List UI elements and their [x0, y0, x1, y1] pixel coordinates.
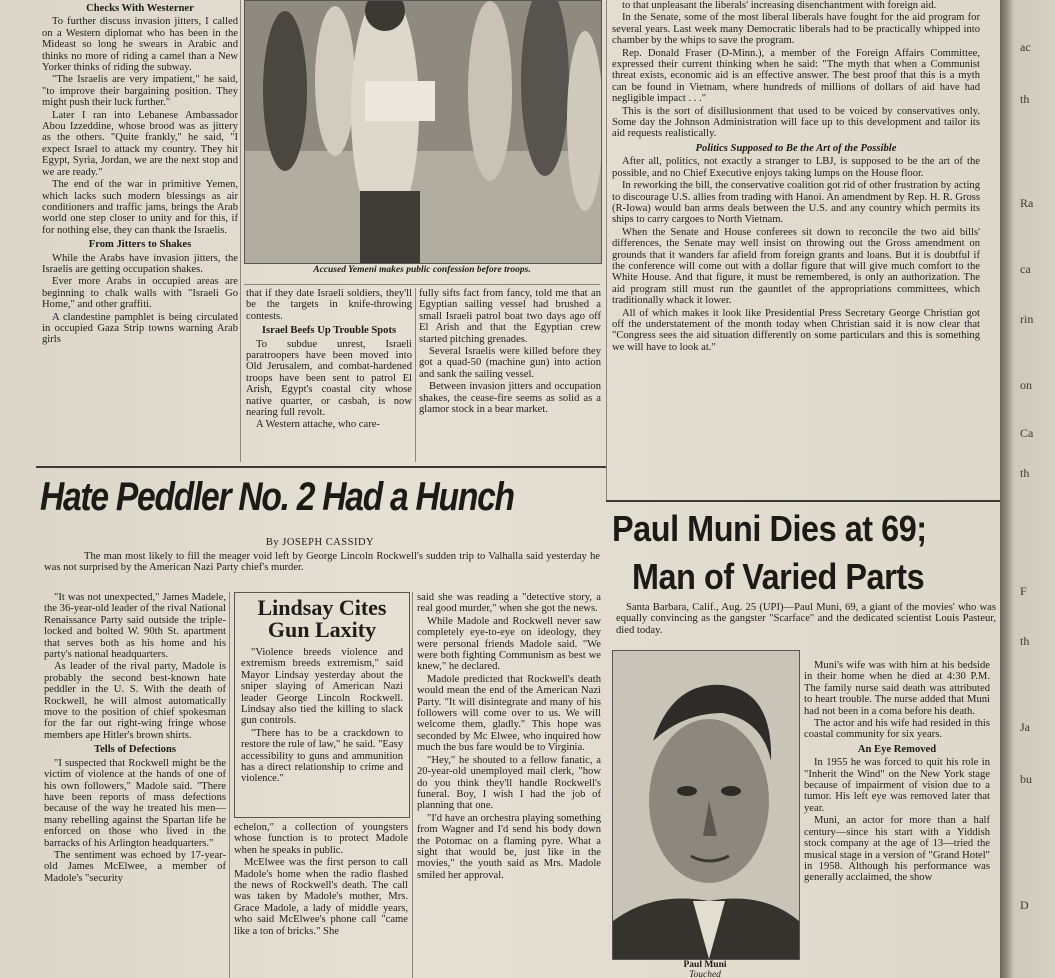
lindsay-body	[241, 647, 403, 807]
paragraph: Later I ran into Lebanese Ambassador Abou Izzeddine, whose brood was as jittery as the others. "Quite frankly," he said, "I expect Israel to attack my country. They hit Egypt, Syria, Jordan, we are the next stop and we are ready."	[42, 109, 238, 178]
hate-column-3	[417, 592, 601, 978]
paragraph: said she was reading a "detective story, a real good murder," when she got the news.	[417, 592, 601, 615]
photo-caption: Accused Yemeni makes public confession before troops.	[313, 265, 531, 275]
muni-body	[804, 660, 990, 978]
edge-fragment: th	[1020, 634, 1030, 648]
paragraph: To subdue unrest, Israeli paratroopers have been moved into Old Jerusalem, and combat-hardened troops have been sent to patrol El Arish, Egypt's coastal city whose native quarter, or casbah, is now nearing full revolt.	[246, 338, 412, 419]
paragraph: "Hey," he shouted to a fellow fanatic, a 20-year-old unemployed mail clerk, "how do you think they'll handle Rockwell's funeral. Boy, I wish I had the job of planning that one.	[417, 754, 601, 812]
paragraph: A clandestine pamphlet is being circulated in occupied Gaza Strip towns warning Arab girls	[42, 311, 238, 346]
subhead-eye: An Eye Removed	[857, 743, 937, 755]
edge-fragment: ac	[1020, 40, 1031, 54]
lindsay-box	[234, 592, 410, 818]
paragraph: In reworking the bill, the conservative coalition got rid of other frustration by acting to discourage U.S. allies from trading with Hanoi. An amendment by Rep. H. R. Gross (R-Iowa) would ban arms deals between the U.S. and any country which permits its ships to carry cargoes to North Vietnam.	[612, 180, 980, 226]
hate-lede	[44, 551, 600, 586]
paragraph: Muni, an actor for more than a half century—since his start with a Yiddish stock company at the age of 13—tried the musical stage in a version of "Grand Hotel" in 1958. Although his performance was generally acclaimed, the show	[804, 815, 990, 884]
paragraph: As leader of the rival party, Madole is probably the second best-known hate peddler in the U. S. With the death of Rockwell, he will almost automatically move to the position of chief spokesman for the far out right-wing fringe whose members ape Hitler's brown shirts.	[44, 661, 226, 741]
paragraph: While the Arabs have invasion jitters, the Israelis are getting occupation shakes.	[42, 252, 238, 275]
paragraph: echelon," a collection of youngsters whose function is to protect Madole when he speaks in public.	[234, 822, 408, 856]
portrait	[613, 651, 799, 959]
subhead-politics: Politics Supposed to Be the Art of the Possible	[695, 142, 897, 154]
edge-fragment: F	[1020, 584, 1027, 598]
column-attache	[419, 288, 601, 462]
edge-fragment: on	[1020, 378, 1032, 392]
paragraph: to that unpleasant the liberals' increasing disenchantment with foreign aid.	[622, 0, 937, 11]
paul-muni-photo	[612, 650, 800, 960]
edge-fragment: Ja	[1020, 720, 1030, 734]
hate-byline: By JOSEPH CASSIDY	[265, 537, 375, 548]
column-westerner	[42, 0, 238, 462]
lindsay-headline-1: Lindsay Cites	[257, 595, 387, 620]
paragraph: Madole predicted that Rockwell's death would mean the end of the American Nazi Party. "It will disintegrate and many of his followers will come over to us. We will welcome them, gladly." This hope was seconded by Mc Elwee, who inquired how much the bus fare would be to Virginia.	[417, 673, 601, 754]
column-rule	[415, 288, 416, 462]
column-rule	[240, 0, 241, 462]
muni-photo-caption: Paul Muni	[683, 960, 727, 970]
paragraph: "I'd have an orchestra playing something from Wagner and I'd send his body down the Potomac on a flaming pyre. What a sight that would be, just like in the movies," the youth said as Mrs. Madole smiled her approval.	[417, 812, 601, 881]
paragraph: All of which makes it look like Presidential Press Secretary George Christian got off the understatement of the month today when Christian said it is now clear that "Congress sees the aid situation differently on some particulars and this is something we will have to look at."	[612, 307, 980, 353]
paragraph: In the Senate, some of the most liberal liberals have fought for the aid program for several years. Last week many Democratic liberals had to be practically whipped into chamber by the whips to save the program.	[612, 12, 980, 47]
paragraph: After all, politics, not exactly a stranger to LBJ, is supposed to be the art of the possible, and no Chief Executive enjoys taking lumps on the House floor.	[612, 156, 980, 179]
paragraph: Ever more Arabs in occupied areas are beginning to chalk walls with "Israeli Go Home," and other graffiti.	[42, 276, 238, 311]
paragraph: "Violence breeds violence and extremism breeds extremism," said Mayor Lindsay yesterday about the sniper slaying of American Nazi leader George Lincoln Rockwell. Lindsay also tied the killing to slack gun controls.	[241, 647, 403, 727]
photo-figures	[245, 1, 601, 263]
column-rule	[606, 0, 607, 500]
edge-fragment: D	[1020, 898, 1029, 912]
paragraph: To further discuss invasion jitters, I called on a Western diplomat who has been in the Mideast so long he swears in Arabic and thinks no more of riding a camel than a New Yorker thinks of riding the subway.	[42, 16, 238, 74]
paragraph: In 1955 he was forced to quit his role in "Inherit the Wind" on the New York stage because of impairment of vision due to a tumor. His left eye was removed later that year.	[804, 757, 990, 814]
column-israel	[246, 288, 412, 462]
paragraph: The actor and his wife had resided in this coastal community for six years.	[804, 718, 990, 741]
edge-fragment: ca	[1020, 262, 1031, 276]
edge-fragment: Ra	[1020, 196, 1034, 210]
paragraph: McElwee was the first person to call Madole's home when the radio flashed the news of Rockwell's death. The call was taken by Madole's mother, Mrs. Grace Madole, a lady of middle years, who said McElwee's phone call "came like a ton of bricks." She	[234, 857, 408, 937]
subhead-westerner: Checks With Westerner	[86, 3, 194, 14]
lindsay-headline-2: Gun Laxity	[267, 617, 377, 642]
paragraph: Between invasion jitters and occupation shakes, the cease-fire seems as solid as a glamor stock in a bear market.	[419, 381, 601, 416]
hate-column-1	[44, 592, 226, 978]
paragraph: that if they date Israeli soldiers, they'll be the targets in knife-throwing contests.	[246, 288, 412, 322]
muni-photo-caption-2: Touched	[689, 970, 721, 978]
muni-headline-2: Man of Varied Parts	[632, 556, 925, 597]
yemeni-confession-photo	[244, 0, 602, 264]
caption-rule	[244, 284, 600, 285]
paragraph: "There has to be a crackdown to restore the rule of law," he said. "Easy accessibility to guns and ammunition has a direct relationship to crime and violence."	[241, 727, 403, 785]
paragraph: This is the sort of disillusionment that used to be voiced by conservatives only. Some day the Johnson Administration will face up to this development and tailor its aid requests realistically.	[612, 105, 980, 140]
column-rule	[229, 592, 230, 978]
column-foreign-aid	[612, 0, 980, 496]
subhead-defections: Tells of Defections	[94, 744, 176, 756]
edge-fragment: Ca	[1020, 426, 1034, 440]
paragraph: When the Senate and House conferees sit down to reconcile the two aid bills' differences, the Senate may well insist on throwing out the Gross amendment on grounds that it wanders far afield from foreign grants and loans. But it is doubtful if the conference will come out with a dollar figure that will give much comfort to the White House. And that figure, it must be remembered, is only an authorization. The aid program still must run the gauntlet of the appropriations committees, which traditionally whack it lower.	[612, 226, 980, 307]
column-rule	[412, 592, 413, 978]
hate-column-2	[234, 822, 408, 978]
subhead-israel: Israel Beefs Up Trouble Spots	[261, 325, 397, 337]
hate-peddler-headline: Hate Peddler No. 2 Had a Hunch	[40, 475, 514, 519]
paragraph: The sentiment was echoed by 17-year-old James McElwee, a member of Madole's "security	[44, 849, 226, 884]
edge-fragment: th	[1020, 466, 1030, 480]
paragraph: fully sifts fact from fancy, told me that an Egyptian sailing vessel had brushed a small Israeli patrol boat two days ago off El Arish and that the Egyptian crew started pitching grenades.	[419, 288, 601, 345]
paragraph: The end of the war in primitive Yemen, which lacks such modern blessings as air conditioners and traffic jams, brings the Arab world one step closer to unity and for this, if for nothing else, they can thank the Israelis.	[42, 179, 238, 236]
edge-fragment: th	[1020, 92, 1030, 106]
edge-fragment: rin	[1020, 312, 1034, 326]
paragraph: Muni's wife was with him at his bedside in their home when he died at 4:30 P.M. The family nurse said death was attributed to heart trouble. The nurse added that Muni had not been in a coma before his death.	[804, 660, 990, 717]
subhead-jitters: From Jitters to Shakes	[88, 239, 192, 251]
paragraph: While Madole and Rockwell never saw completely eye-to-eye on ideology, they were personal friends Madole said. "We were both fighting Communism as best we knew," he declared.	[417, 615, 601, 673]
section-rule	[36, 466, 606, 468]
paragraph: "The Israelis are very impatient," he said, "to improve their bargaining position. They might push their luck further."	[42, 74, 238, 109]
paragraph: "I suspected that Rockwell might be the victim of violence at the hands of one of his own followers," Madole said. "There have been reports of mass defections because of the way he treated his men—many rebelling against the Spartan life he enforced on those who lived in the barracks of his Arlington headquarters."	[44, 757, 226, 849]
paragraph: Rep. Donald Fraser (D-Minn.), a member of the Foreign Affairs Committee, expressed their current thinking when he said: "The myth that when a Communist threat exists, economic aid is an effective answer. The best proof that this is a myth can be found in Vietnam, where hundreds of millions of dollars of aid have had negligible impact . . ."	[612, 47, 980, 105]
paragraph: Several Israelis were killed before they got a quad-50 (machine gun) into action and sank the sailing vessel.	[419, 346, 601, 380]
muni-headline-1: Paul Muni Dies at 69;	[612, 508, 927, 549]
edge-fragment: bu	[1020, 772, 1032, 786]
paragraph: "It was not unexpected," James Madele, the 36-year-old leader of the rival National Renaissance Party said outside the triple-locked and bolted W. 90th St. apartment that serves both as his home and his party's national headquarters.	[44, 592, 226, 661]
section-rule	[606, 500, 1000, 502]
paragraph: The man most likely to fill the meager void left by George Lincoln Rockwell's sudden trip to Valhalla said yesterday he was not surprised by the American Nazi Party chief's murder.	[44, 551, 600, 574]
paragraph: Santa Barbara, Calif., Aug. 25 (UPI)—Paul Muni, 69, a giant of the movies' who was equally convincing as the gangster "Scarface" and the dedicated scientist Louis Pasteur, died today.	[616, 602, 996, 636]
adjacent-page-edge	[1000, 0, 1055, 978]
paragraph: A Western attache, who care-	[256, 419, 380, 431]
